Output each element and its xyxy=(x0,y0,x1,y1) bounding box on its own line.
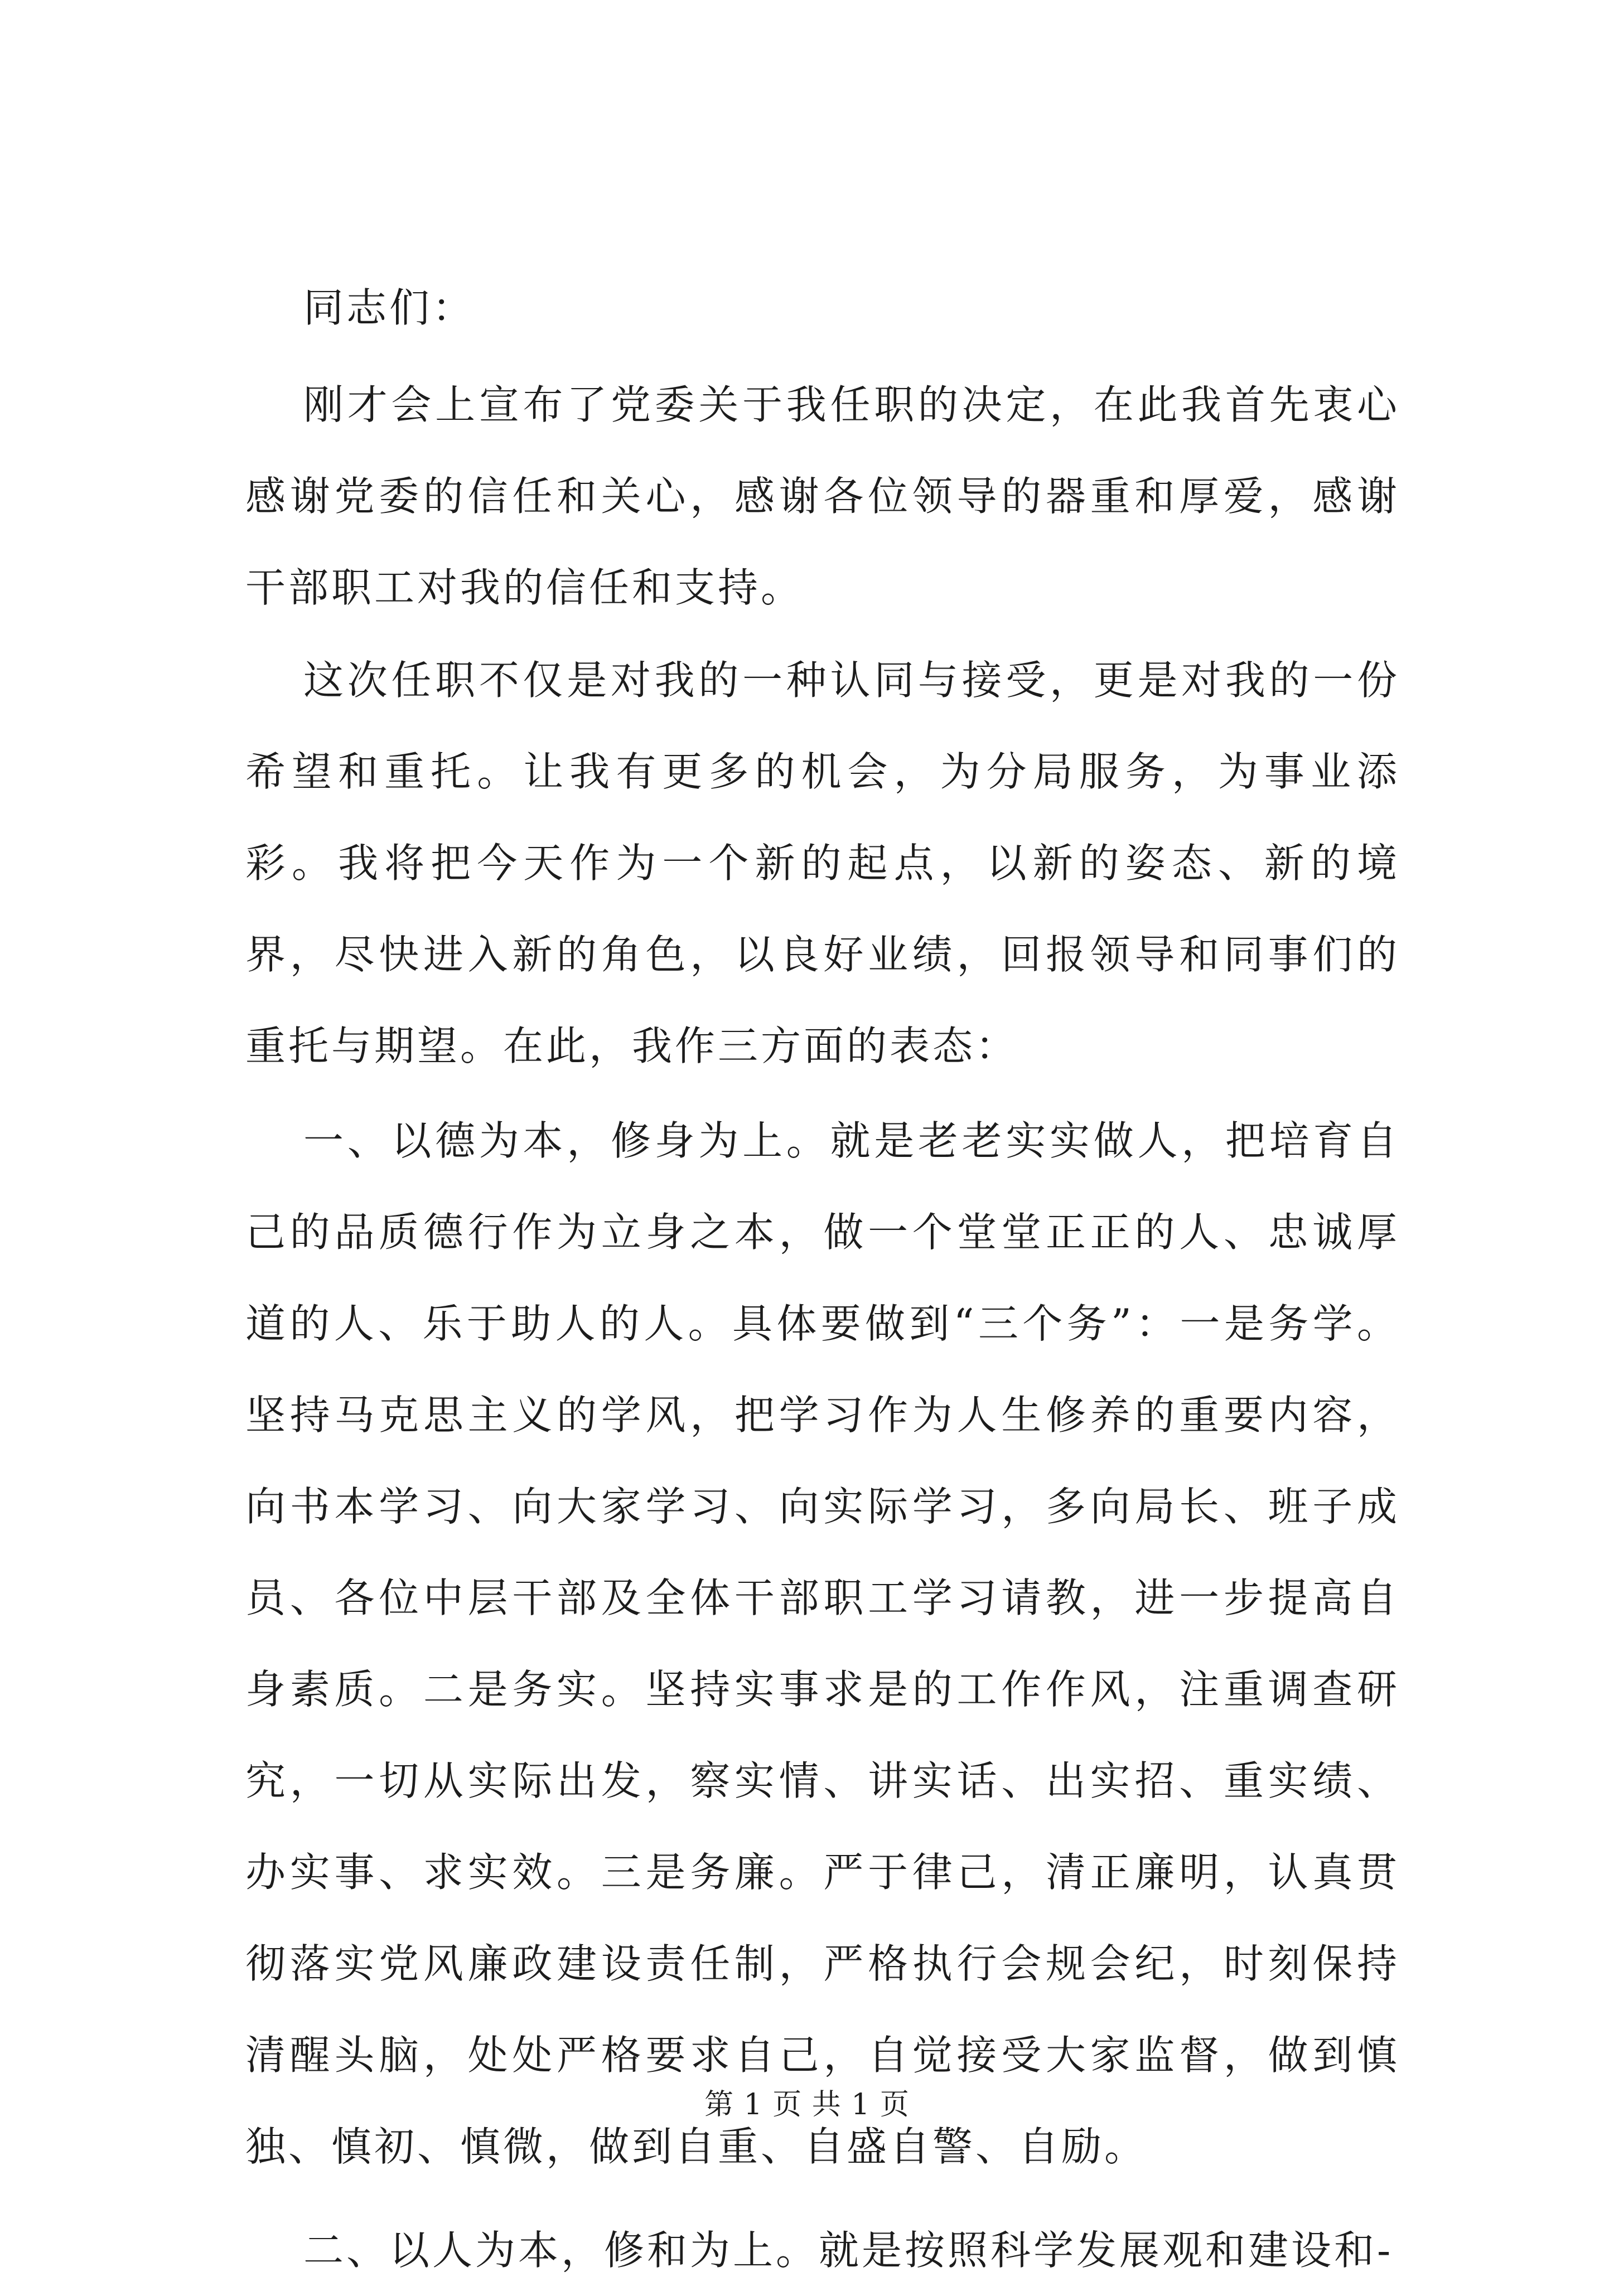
body-paragraph: 这次任职不仅是对我的一种认同与接受，更是对我的一份希望和重托。让我有更多的机会，为分局服务，为事业添彩。我将把今天作为一个新的起点，以新的姿态、新的境界，尽快进入新的角色，以良好业绩，回报领导和同事们的重托与期望。在此，我作三方面的表态： xyxy=(245,657,1400,1069)
page-number-footer: 第 1 页 共 1 页 xyxy=(704,2088,910,2121)
document-body xyxy=(245,262,1400,2296)
greeting-paragraph: 同志们： xyxy=(303,284,476,331)
body-paragraph: 二、以人为本，修和为上。就是按照科学发展观和建设和- xyxy=(303,2227,1394,2274)
body-paragraph: 刚才会上宣布了党委关于我任职的决定，在此我首先衷心感谢党委的信任和关心，感谢各位领导的器重和厚爱，感谢干部职工对我的信任和支持。 xyxy=(245,381,1400,611)
body-paragraph: 一、以德为本，修身为上。就是老老实实做人，把培育自己的品质德行作为立身之本，做一个堂堂正正的人、忠诚厚道的人、乐于助人的人。具体要做到“三个务”：一是务学。坚持马克思主义的学风，把学习作为人生修养的重要内容，向书本学习、向大家学习、向实际学习，多向局长、班子成员、各位中层干部及全体干部职工学习请教，进一步提高自身素质。二是务实。坚持实事求是的工作作风，注重调查研究，一切从实际出发，察实情、讲实话、出实招、重实绩、办实事、求实效。三是务廉。严于律己，清正廉明，认真贯彻落实党风廉政建设责任制，严格执行会规会纪，时刻保持清醒头脑，处处严格要求自己，自觉接受大家监督，做到慎独、慎初、慎微，做到自重、自盛自警、自励。 xyxy=(245,1117,1400,2170)
